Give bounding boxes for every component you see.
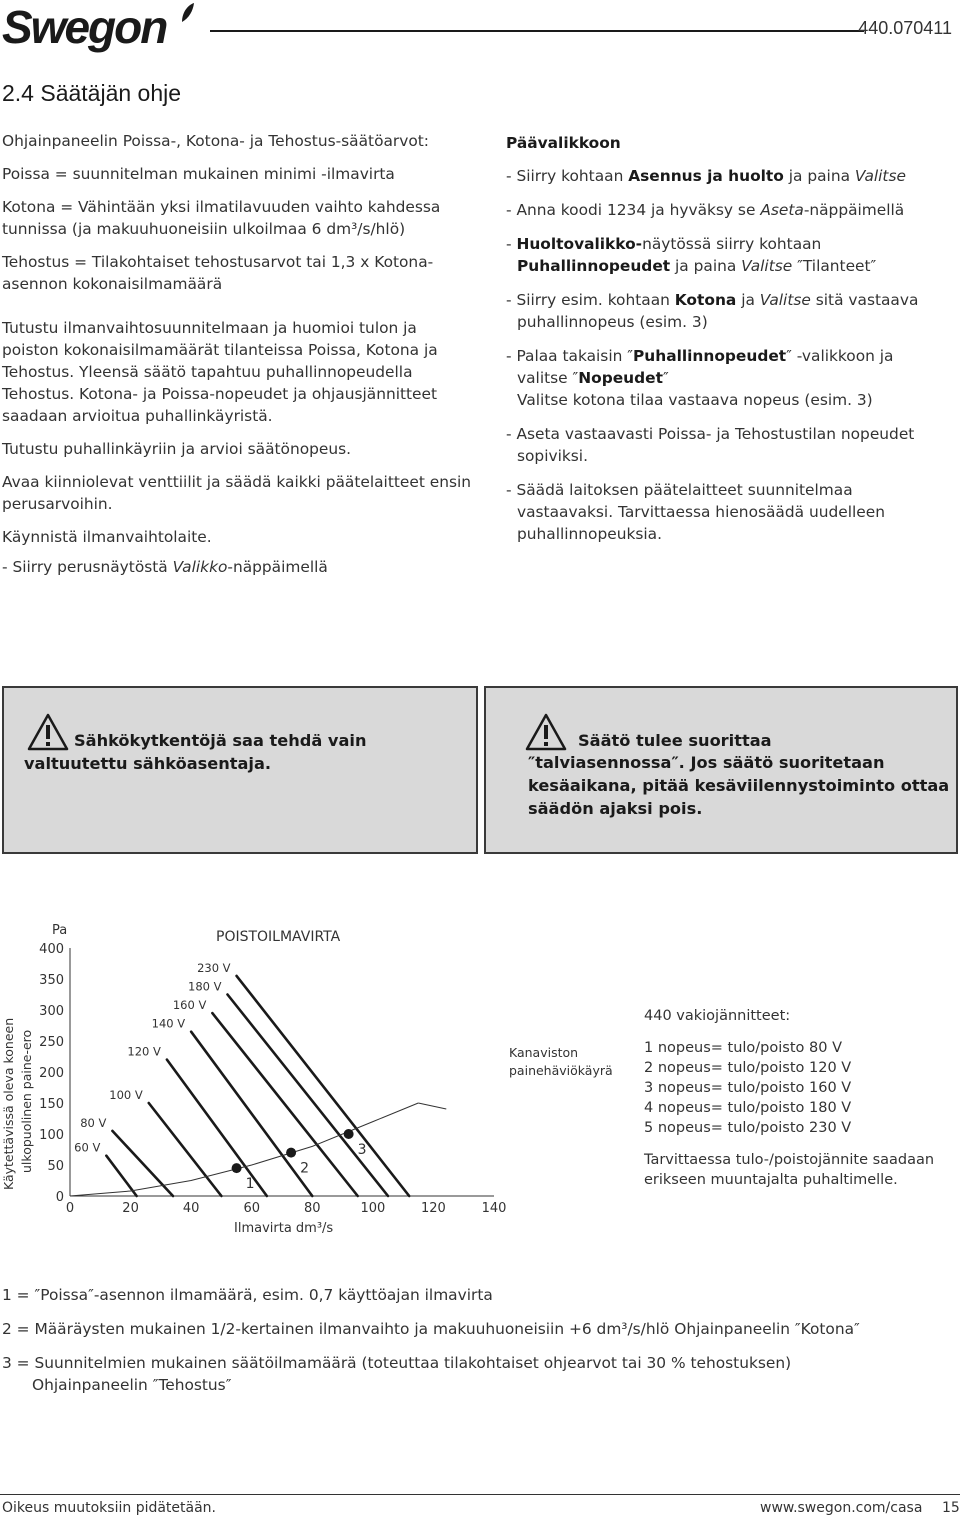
voltage-line: 2 nopeus= tulo/poisto 120 V (644, 1060, 852, 1076)
paragraph: - Siirry perusnäytöstä Valikko-näppäimellä (2, 558, 328, 576)
footnote: 1 = ″Poissa″-asennon ilmamäärä, esim. 0,7 käyttöajan ilmavirta (2, 1286, 493, 1304)
left-column (2, 130, 472, 589)
page-number: 15 (942, 1500, 960, 1516)
warning-text-line: säädön ajaksi pois. (528, 799, 703, 818)
warning-box-electrical (2, 686, 478, 854)
x-tick-label: 120 (421, 1201, 446, 1216)
duct-curve-leader (418, 1103, 446, 1109)
operating-point-marker (344, 1129, 354, 1139)
footer-rule (0, 1494, 960, 1495)
leaf-icon (178, 2, 196, 24)
fan-curve-label: 80 V (80, 1115, 107, 1130)
voltage-line: 4 nopeus= tulo/poisto 180 V (644, 1100, 852, 1116)
warning-text-line: Säätö tulee suorittaa (578, 731, 772, 750)
warning-icon (524, 712, 568, 752)
x-tick-label: 100 (360, 1201, 386, 1216)
warning-text: Sähkökytkentöjä saa tehdä vain valtuutettu sähköasentaja. (24, 731, 367, 773)
paragraph: Avaa kiinniolevat venttiilit ja säädä kaikki päätelaitteet ensin perusarvoihin. (2, 473, 472, 513)
duct-curve-label-line2: painehäviökäyrä (509, 1063, 613, 1078)
fan-curve-label: 120 V (127, 1044, 161, 1059)
header-rule (210, 30, 864, 32)
voltage-line: 5 nopeus= tulo/poisto 230 V (644, 1120, 852, 1136)
paragraph: Ohjainpaneelin Poissa-, Kotona- ja Tehostus-säätöarvot: (2, 132, 429, 150)
fan-curve-label: 100 V (109, 1088, 143, 1102)
y-tick-label: 350 (39, 973, 64, 988)
y-tick-label: 400 (39, 942, 64, 957)
chart-y-label-line2: ulkopuolinen paine-ero (19, 1029, 34, 1173)
instruction-item: - Siirry esim. kohtaan Kotona ja Valitse sitä vastaava puhallinnopeus (esim. 3) (506, 291, 919, 331)
y-tick-label: 300 (39, 1004, 64, 1019)
voltage-line: 3 nopeus= tulo/poisto 160 V (644, 1080, 852, 1096)
paragraph: Käynnistä ilmanvaihtolaite. (2, 528, 212, 546)
warning-text-line: ″talviasennossa″. Jos säätö suoritetaan (528, 753, 885, 772)
fan-curve-label: 60 V (74, 1140, 101, 1155)
paragraph: Tutustu ilmanvaihtosuunnitelmaan ja huomioi tulon ja poiston kokonaisilmamäärät tilanteissa Poissa, Kotona ja Tehostus. Yleensä säätö tapahtuu puhallinnopeudella Tehostus. Kotona- ja Poissa-nopeudet ja ohjausjännitteet saadaan arvioitua puhallinkäyristä. (2, 319, 438, 425)
y-tick-label: 0 (55, 1190, 64, 1205)
fan-curve-label: 230 V (197, 960, 231, 975)
chart-title: POISTOILMAVIRTA (216, 929, 341, 945)
y-tick-label: 100 (39, 1128, 64, 1143)
document-number: 440.070411 (858, 18, 952, 38)
voltage-line: 1 nopeus= tulo/poisto 80 V (644, 1040, 842, 1056)
instruction-item: - Palaa takaisin ″Puhallinnopeudet″ -valikkoon ja valitse ″Nopeudet″ Valitse kotona tilaa vastaava nopeus (esim. 3) (506, 347, 894, 409)
chart-y-unit: Pa (52, 923, 68, 938)
x-tick-label: 60 (243, 1201, 260, 1216)
fan-curve-label: 160 V (172, 998, 207, 1013)
x-tick-label: 40 (182, 1201, 200, 1216)
paragraph: Tutustu puhallinkäyriin ja arvioi säätönopeus. (2, 440, 352, 458)
y-tick-label: 50 (47, 1159, 64, 1174)
swegon-logo: Swegon (2, 1, 167, 53)
operating-point-label: 3 (357, 1142, 367, 1158)
instruction-item: - Anna koodi 1234 ja hyväksy se Aseta-näppäimellä (506, 201, 905, 219)
fan-curve (237, 976, 410, 1196)
operating-point-label: 2 (300, 1160, 310, 1177)
voltage-footer: Tarvittaessa tulo-/poistojännite saadaan erikseen muuntajalta puhaltimelle. (644, 1152, 935, 1189)
warning-box-adjustment (484, 686, 958, 854)
spacer (2, 306, 472, 317)
operating-point-marker (232, 1163, 242, 1173)
chart-y-label-line1: Käytettävissä oleva koneen (1, 1017, 16, 1190)
footer-disclaimer: Oikeus muutoksiin pidätetään. (2, 1500, 217, 1516)
x-tick-label: 140 (481, 1201, 507, 1216)
instruction-item: - Säädä laitoksen päätelaitteet suunnitelmaa vastaavaksi. Tarvittaessa hienosäädä uudelleen puhallinnopeuksia. (506, 481, 885, 543)
paragraph: Poissa = suunnitelman mukainen minimi -ilmavirta (2, 165, 395, 183)
x-tick-label: 80 (304, 1201, 321, 1216)
instruction-item: - Aseta vastaavasti Poissa- ja Tehostustilan nopeudet sopiviksi. (506, 425, 915, 465)
fan-curve-label: 180 V (188, 979, 222, 994)
warning-text-line: kesäaikana, pitää kesäviilennystoiminto ottaa (528, 776, 950, 795)
paragraph: Tehostus = Tilakohtaiset tehostusarvot tai 1,3 x Kotona-asennon kokonaisilmamäärä (2, 253, 434, 293)
footer-url[interactable]: www.swegon.com/casa (760, 1500, 923, 1516)
operating-point-marker (286, 1148, 296, 1158)
section-title: 2.4 Säätäjän ohje (2, 80, 182, 106)
y-tick-label: 150 (39, 1097, 64, 1112)
fan-curve (112, 1131, 173, 1196)
y-tick-label: 250 (39, 1035, 64, 1050)
footnotes (2, 1284, 952, 1396)
chart-x-label: Ilmavirta dm³/s (234, 1221, 334, 1236)
x-tick-label: 20 (122, 1201, 139, 1216)
fan-curve-label: 140 V (151, 1016, 186, 1031)
right-heading: Päävalikkoon (506, 134, 621, 152)
voltage-heading: 440 vakiojännitteet: (644, 1008, 791, 1024)
right-column (506, 132, 946, 557)
footnote: 3 = Suunnitelmien mukainen säätöilmamäärä (toteuttaa tilakohtaiset ohjearvot tai 30 % tehostuksen) (2, 1354, 792, 1372)
footnote: Ohjainpaneelin ″Tehostus″ (32, 1376, 232, 1394)
x-tick-label: 0 (65, 1201, 75, 1216)
instruction-item: - Siirry kohtaan Asennus ja huolto ja paina Valitse (506, 167, 906, 185)
duct-curve-label-line1: Kanaviston (509, 1045, 579, 1060)
y-tick-label: 200 (39, 1066, 64, 1081)
instruction-item: - Huoltovalikko-näytössä siirry kohtaan Puhallinnopeudet ja paina Valitse ″Tilanteet″ (506, 235, 877, 275)
paragraph: Kotona = Vähintään yksi ilmatilavuuden vaihto kahdessa tunnissa (ja makuuhuoneisiin ulkoilmaa 6 dm³/s/hlö) (2, 198, 441, 238)
footnote: 2 = Määräysten mukainen 1/2-kertainen ilmanvaihto ja makuuhuoneisiin +6 dm³/s/hlö Ohjainpaneelin ″Kotona″ (2, 1320, 860, 1338)
fan-curve-chart (0, 910, 613, 1260)
fan-curve (106, 1156, 136, 1196)
operating-point-label: 1 (245, 1176, 255, 1193)
fan-curve (191, 1032, 312, 1196)
